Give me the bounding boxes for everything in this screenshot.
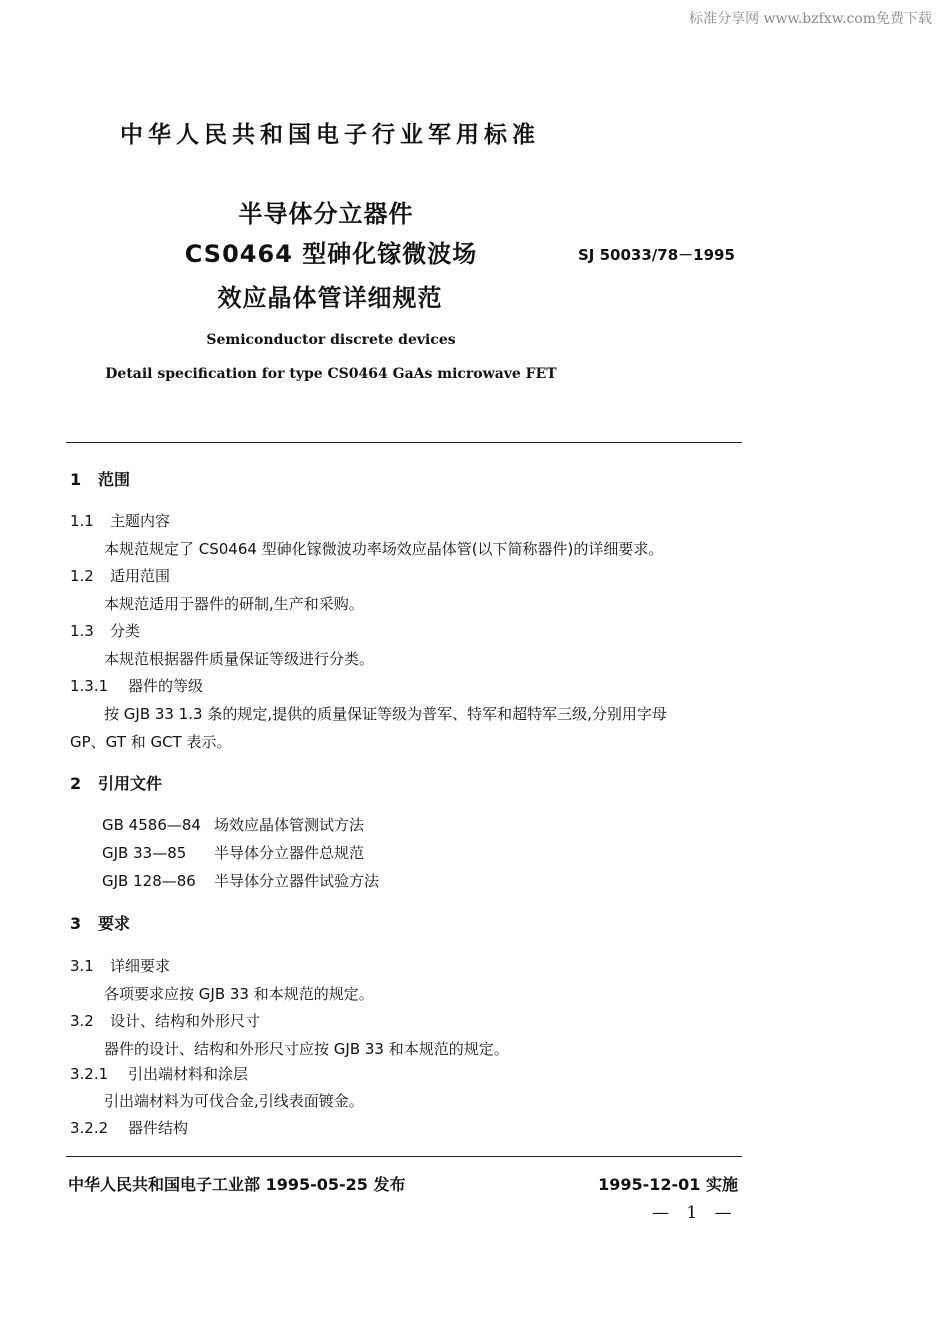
section-1-2-heading [70, 565, 170, 586]
section-number: 3.2.1 [70, 1065, 109, 1083]
section-title: 适用范围 [110, 567, 171, 585]
reference-title: 半导体分立器件总规范 [214, 844, 365, 862]
doc-title-line-2: CS0464 型砷化镓微波场 [184, 240, 478, 268]
reference-title: 场效应晶体管测试方法 [214, 816, 365, 834]
section-3-2-1-text: 引出端材料为可伐合金,引线表面镀金。 [104, 1092, 364, 1110]
page-number: — 1 — [652, 1203, 738, 1223]
reference-item [102, 814, 364, 835]
section-title: 分类 [110, 622, 141, 640]
section-title: 引出端材料和涂层 [128, 1065, 249, 1083]
standard-title: 中华人民共和国电子行业军用标准 [120, 122, 540, 148]
watermark: 标准分享网 www.bzfxw.com免费下载 [689, 11, 932, 27]
section-1-3-1-text-line-1: 按 GJB 33 1.3 条的规定,提供的质量保证等级为普军、特军和超特军三级,分别用字母 [104, 705, 667, 723]
section-title: 主题内容 [110, 512, 171, 530]
section-number: 3.2 [70, 1012, 94, 1030]
section-number: 2 [70, 774, 82, 793]
section-3-1-text: 各项要求应按 GJB 33 和本规范的规定。 [104, 985, 374, 1003]
reference-code: GJB 128—86 [102, 872, 196, 890]
header-divider [66, 442, 742, 443]
reference-item [102, 870, 379, 891]
section-1-3-heading [70, 620, 140, 641]
reference-item [102, 842, 364, 863]
effective-date: 1995-12-01 实施 [598, 1175, 738, 1194]
section-title: 详细要求 [110, 957, 171, 975]
section-number: 1.3 [70, 622, 94, 640]
section-3-2-2-heading [70, 1117, 188, 1138]
section-number: 1.3.1 [70, 677, 109, 695]
doc-title-line-3: 效应晶体管详细规范 [217, 284, 443, 312]
document-code: SJ 50033/78－1995 [578, 246, 735, 264]
section-1-1-text: 本规范规定了 CS0464 型砷化镓微波功率场效应晶体管(以下简称器件)的详细要求。 [104, 540, 664, 558]
section-title: 引用文件 [98, 774, 163, 793]
section-1-3-1-text-line-2: GP、GT 和 GCT 表示。 [70, 733, 232, 751]
section-1-1-heading [70, 510, 170, 531]
issue-date: 中华人民共和国电子工业部 1995-05-25 发布 [68, 1175, 406, 1194]
footer-divider [66, 1156, 742, 1157]
section-title: 范围 [98, 470, 131, 489]
section-3-2-heading [70, 1010, 260, 1031]
section-1-3-text: 本规范根据器件质量保证等级进行分类。 [104, 650, 375, 668]
reference-code: GB 4586—84 [102, 816, 201, 834]
section-3-heading [70, 911, 130, 934]
section-number: 1.1 [70, 512, 94, 530]
section-number: 1 [70, 470, 82, 489]
section-title: 器件的等级 [128, 677, 204, 695]
section-number: 1.2 [70, 567, 94, 585]
doc-title-line-1: 半导体分立器件 [238, 200, 414, 228]
section-title: 要求 [98, 914, 131, 933]
section-3-2-1-heading [70, 1063, 248, 1084]
section-1-2-text: 本规范适用于器件的研制,生产和采购。 [104, 595, 364, 613]
section-title: 设计、结构和外形尺寸 [110, 1012, 261, 1030]
section-number: 3.2.2 [70, 1119, 109, 1137]
english-title-line-1: Semiconductor discrete devices [206, 332, 456, 348]
section-3-2-text: 器件的设计、结构和外形尺寸应按 GJB 33 和本规范的规定。 [104, 1040, 509, 1058]
section-1-heading [70, 467, 130, 490]
reference-code: GJB 33—85 [102, 844, 187, 862]
reference-title: 半导体分立器件试验方法 [214, 872, 380, 890]
section-3-1-heading [70, 955, 170, 976]
section-number: 3 [70, 914, 82, 933]
english-title-line-2: Detail specification for type CS0464 GaAs microwave FET [105, 366, 557, 382]
section-1-3-1-heading [70, 675, 203, 696]
section-2-heading [70, 771, 162, 794]
section-number: 3.1 [70, 957, 94, 975]
section-title: 器件结构 [128, 1119, 189, 1137]
